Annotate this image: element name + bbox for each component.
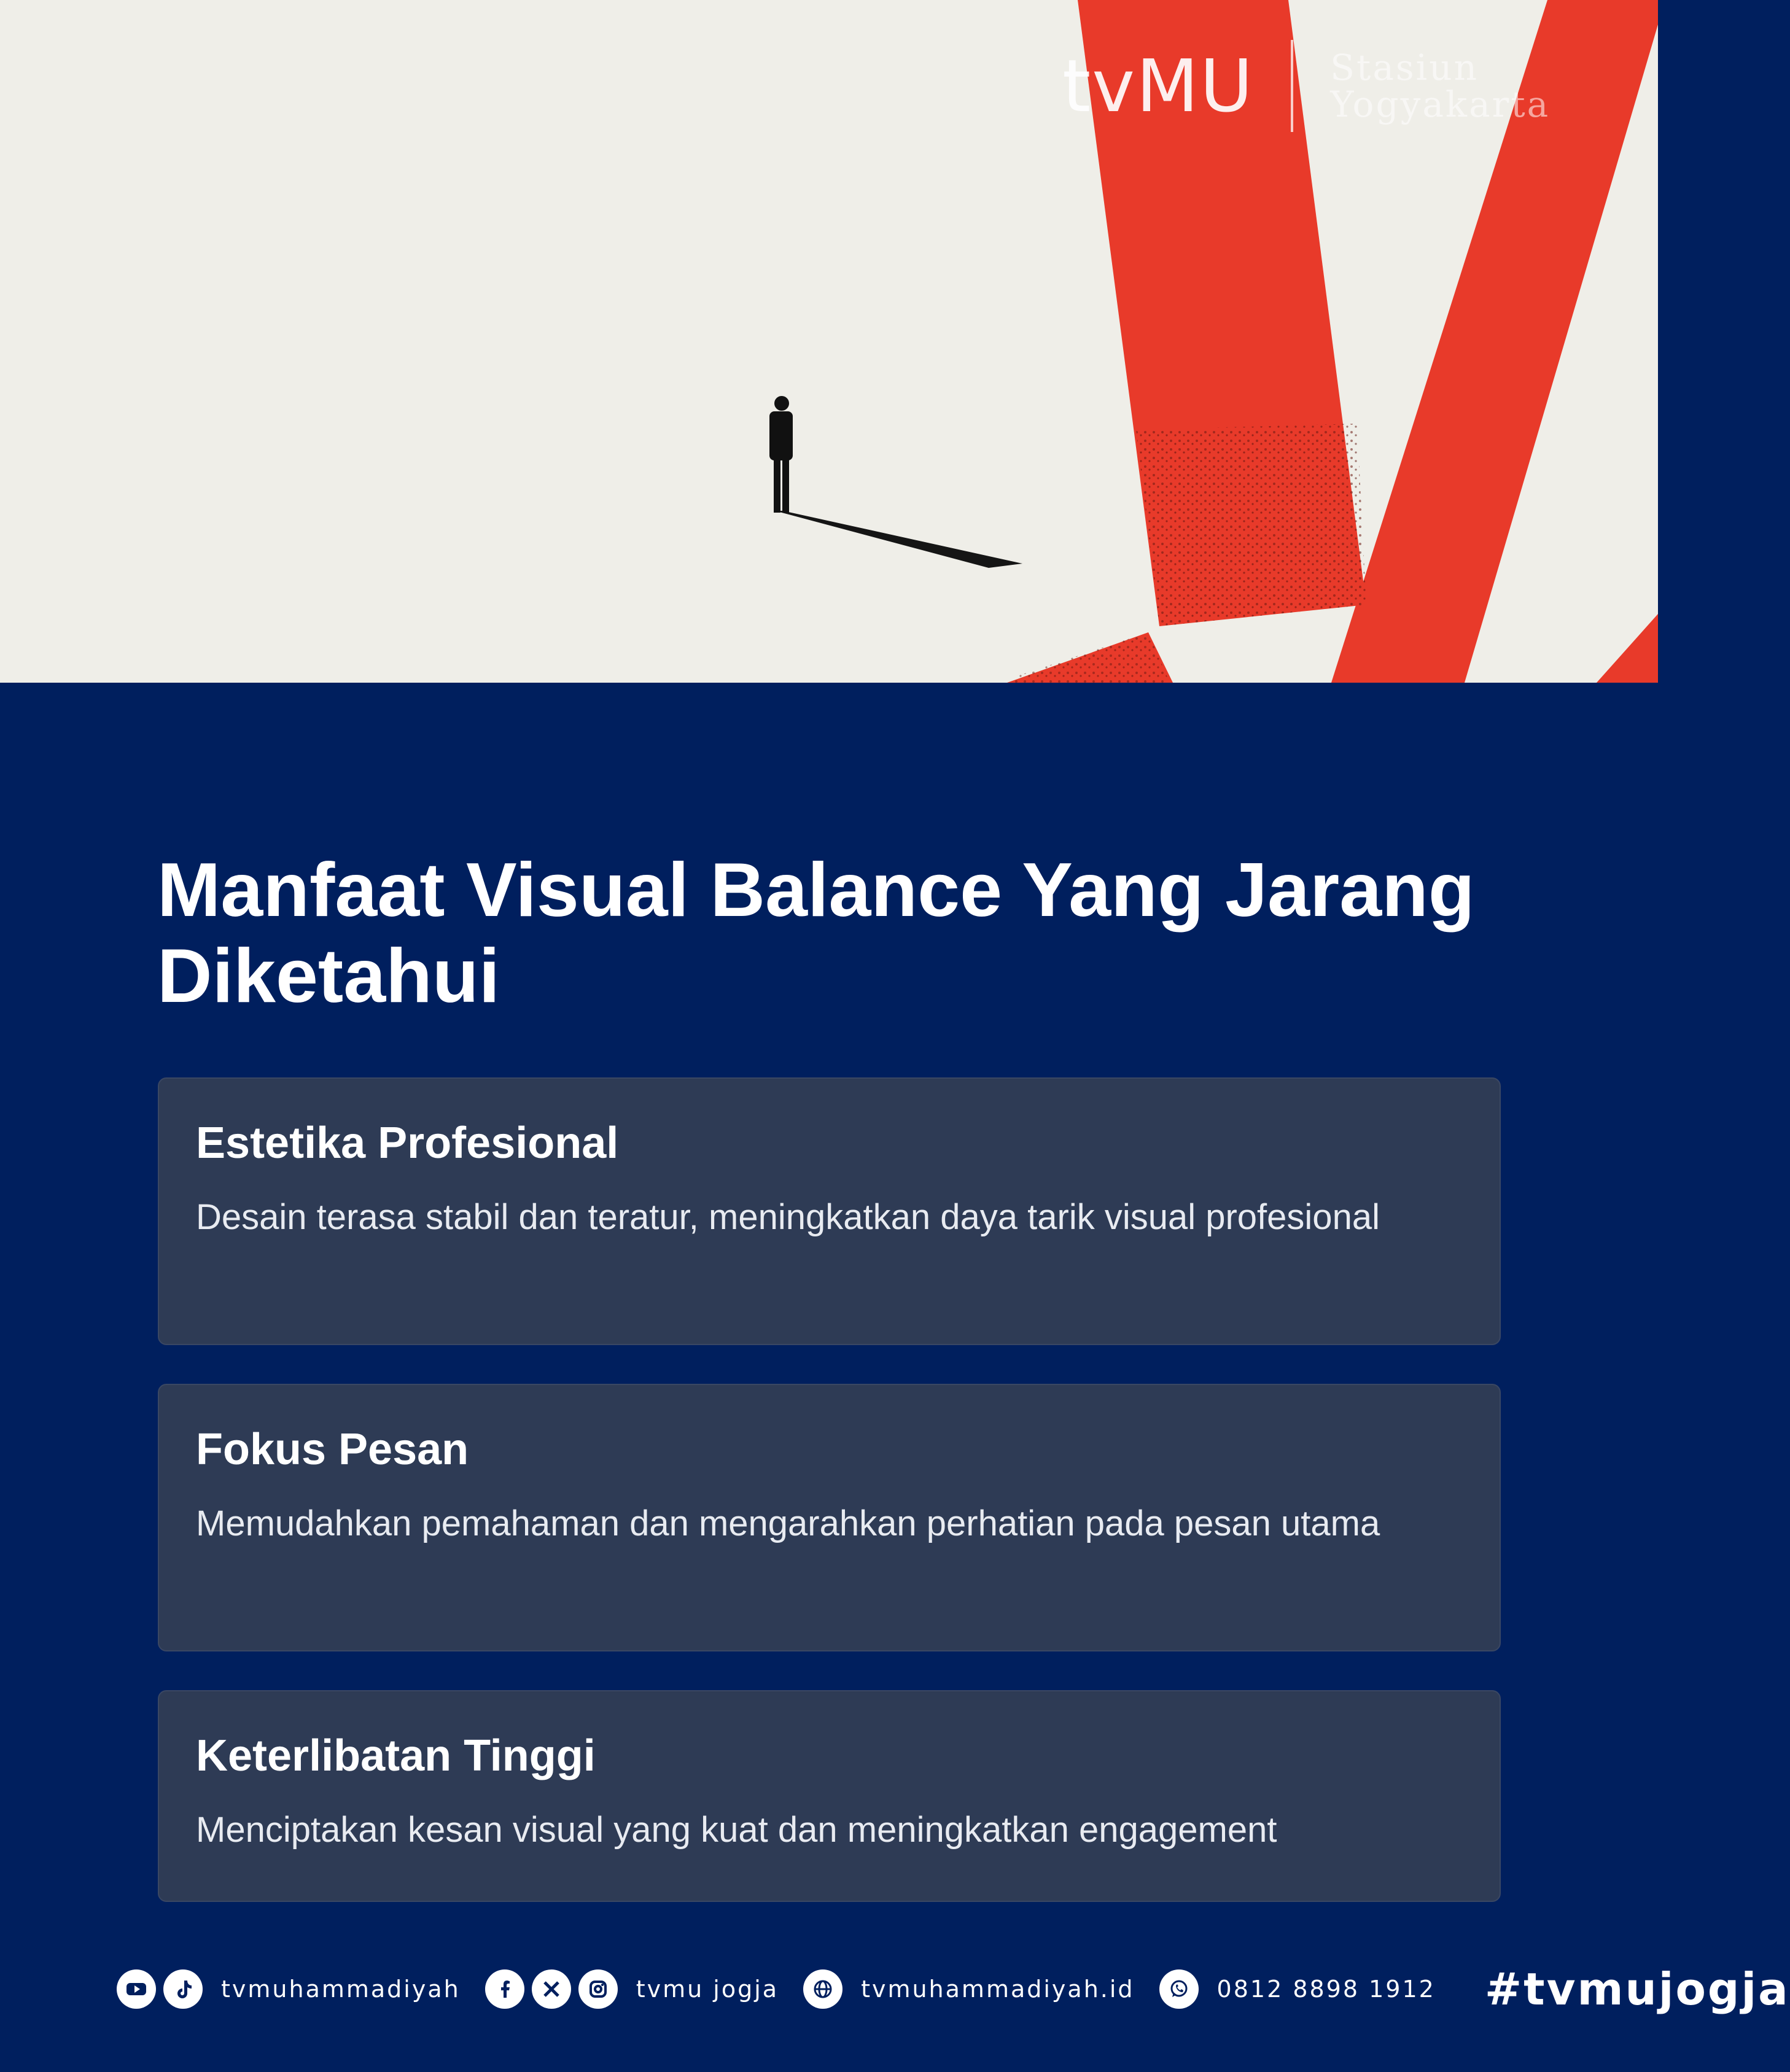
red-band-corner (1597, 614, 1658, 683)
footer-whatsapp[interactable] (1159, 1969, 1436, 2009)
whatsapp-icon[interactable] (1159, 1969, 1199, 2009)
figure-shadow (775, 511, 1022, 568)
footer-hashtag: #tvmujogja (1484, 1963, 1790, 2015)
brand-subtitle-line2: Yogyakarta (1330, 83, 1551, 125)
tiktok-icon[interactable] (163, 1969, 203, 2009)
card-body: Memudahkan pemahaman dan mengarahkan perhatian pada pesan utama (196, 1504, 1380, 1543)
footer-facebook-x-instagram[interactable] (485, 1969, 779, 2009)
brand-name: tvMU (1062, 44, 1255, 128)
brand-divider (1291, 40, 1293, 132)
hero-illustration (0, 0, 1658, 683)
page-title: Manfaat Visual Balance Yang Jarang Diketahui (157, 848, 1475, 1019)
footer-website-text: tvmuhammadiyah.id (861, 1976, 1135, 2003)
benefit-card-1 (158, 1077, 1501, 1345)
benefit-card-3 (158, 1690, 1501, 1902)
card-heading: Estetika Profesional (196, 1119, 619, 1168)
footer-youtube-tiktok[interactable] (117, 1969, 461, 2009)
brand-subtitle (1330, 49, 1550, 123)
facebook-icon[interactable] (485, 1969, 524, 2009)
instagram-icon[interactable] (578, 1969, 618, 2009)
footer-social-bar (117, 1952, 1790, 2026)
footer-handle-youtube-tiktok: tvmuhammadiyah (221, 1976, 461, 2003)
footer-website[interactable] (803, 1969, 1134, 2009)
card-heading: Keterlibatan Tinggi (196, 1731, 596, 1780)
footer-handle-social: tvmu jogja (636, 1976, 779, 2003)
standing-figure (769, 396, 793, 513)
brand-logo (1062, 37, 1550, 135)
brand-subtitle-line1: Stasiun (1330, 47, 1479, 88)
x-icon[interactable] (532, 1969, 571, 2009)
card-body: Menciptakan kesan visual yang kuat dan meningkatkan engagement (196, 1810, 1277, 1850)
youtube-icon[interactable] (117, 1969, 156, 2009)
globe-icon[interactable] (803, 1969, 842, 2009)
card-body: Desain terasa stabil dan teratur, meningkatkan daya tarik visual profesional (196, 1197, 1380, 1237)
footer-whatsapp-number: 0812 8898 1912 (1216, 1976, 1436, 2003)
benefit-card-2 (158, 1384, 1501, 1651)
card-heading: Fokus Pesan (196, 1425, 469, 1474)
